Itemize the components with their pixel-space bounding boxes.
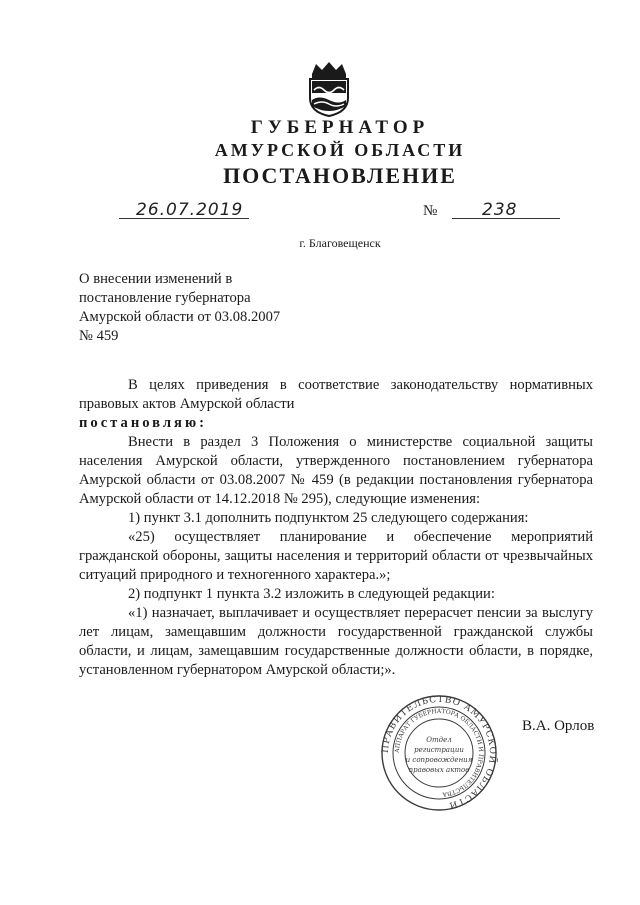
body-paragraph: «1) назначает, выплачивает и осуществляет перерасчет пенсии за выслугу лет лицам, замещавшим должности государственной гражданской службы области, и лицам, замещавшим государственные должности области, в порядке, установленном губернатором Амурской области;». (79, 605, 593, 678)
stamp-center-line: регистрации (414, 746, 464, 754)
stamp-outer-text: ПРАВИТЕЛЬСТВО АМУРСКОЙ ОБЛАСТИ (380, 694, 498, 811)
header-region: АМУРСКОЙ ОБЛАСТИ (214, 140, 466, 160)
body-paragraph: «25) осуществляет планирование и обеспечение мероприятий гражданской обороны, защиты населения и территорий области от чрезвычайных ситуаций природного и техногенного характера.»; (79, 529, 593, 583)
stamp-center-line: и сопровождения (405, 756, 473, 764)
document-type-title: ПОСТАНОВЛЕНИЕ (223, 163, 457, 188)
number-label: № (423, 203, 438, 219)
signatory-name: В.А. Орлов (522, 718, 595, 734)
document-date: 26.07.2019 (136, 200, 244, 220)
amur-region-coat-of-arms-icon (302, 60, 356, 118)
subject-line: О внесении изменений в (79, 271, 233, 287)
stamp-center-line: правовых актов (408, 766, 470, 774)
body-paragraph: 1) пункт 3.1 дополнить подпунктом 25 следующего содержания: (128, 510, 529, 526)
document-body (79, 376, 593, 680)
city-line: г. Благовещенск (299, 236, 381, 250)
document-subject (79, 270, 339, 346)
subject-line: Амурской области от 03.08.2007 (79, 309, 281, 325)
resolve-word: постановляю: (79, 415, 207, 431)
document-number: 238 (482, 200, 518, 220)
body-paragraph: 2) подпункт 1 пункта 3.2 изложить в следующей редакции: (128, 586, 495, 602)
registration-stamp (380, 694, 498, 812)
stamp-center-line: Отдел (426, 736, 452, 744)
body-paragraph: Внести в раздел 3 Положения о министерстве социальной защиты населения Амурской области, утвержденного постановлением губернатора Амурской области от 03.08.2007 № 459 (в редакции постановления губернатора Амурской области от 14.12.2018 № 295), следующие изменения: (79, 434, 593, 507)
intro-paragraph: В целях приведения в соответствие законодательству нормативных правовых актов Амурской области (79, 377, 593, 412)
header-title-governor: ГУБЕРНАТОР (250, 117, 430, 138)
stamp-inner-text: АППАРАТ ГУБЕРНАТОРА ОБЛАСТИ И ПРАВИТЕЛЬСТВА (393, 707, 485, 798)
subject-line: № 459 (79, 328, 119, 344)
subject-line: постановление губернатора (79, 290, 251, 306)
